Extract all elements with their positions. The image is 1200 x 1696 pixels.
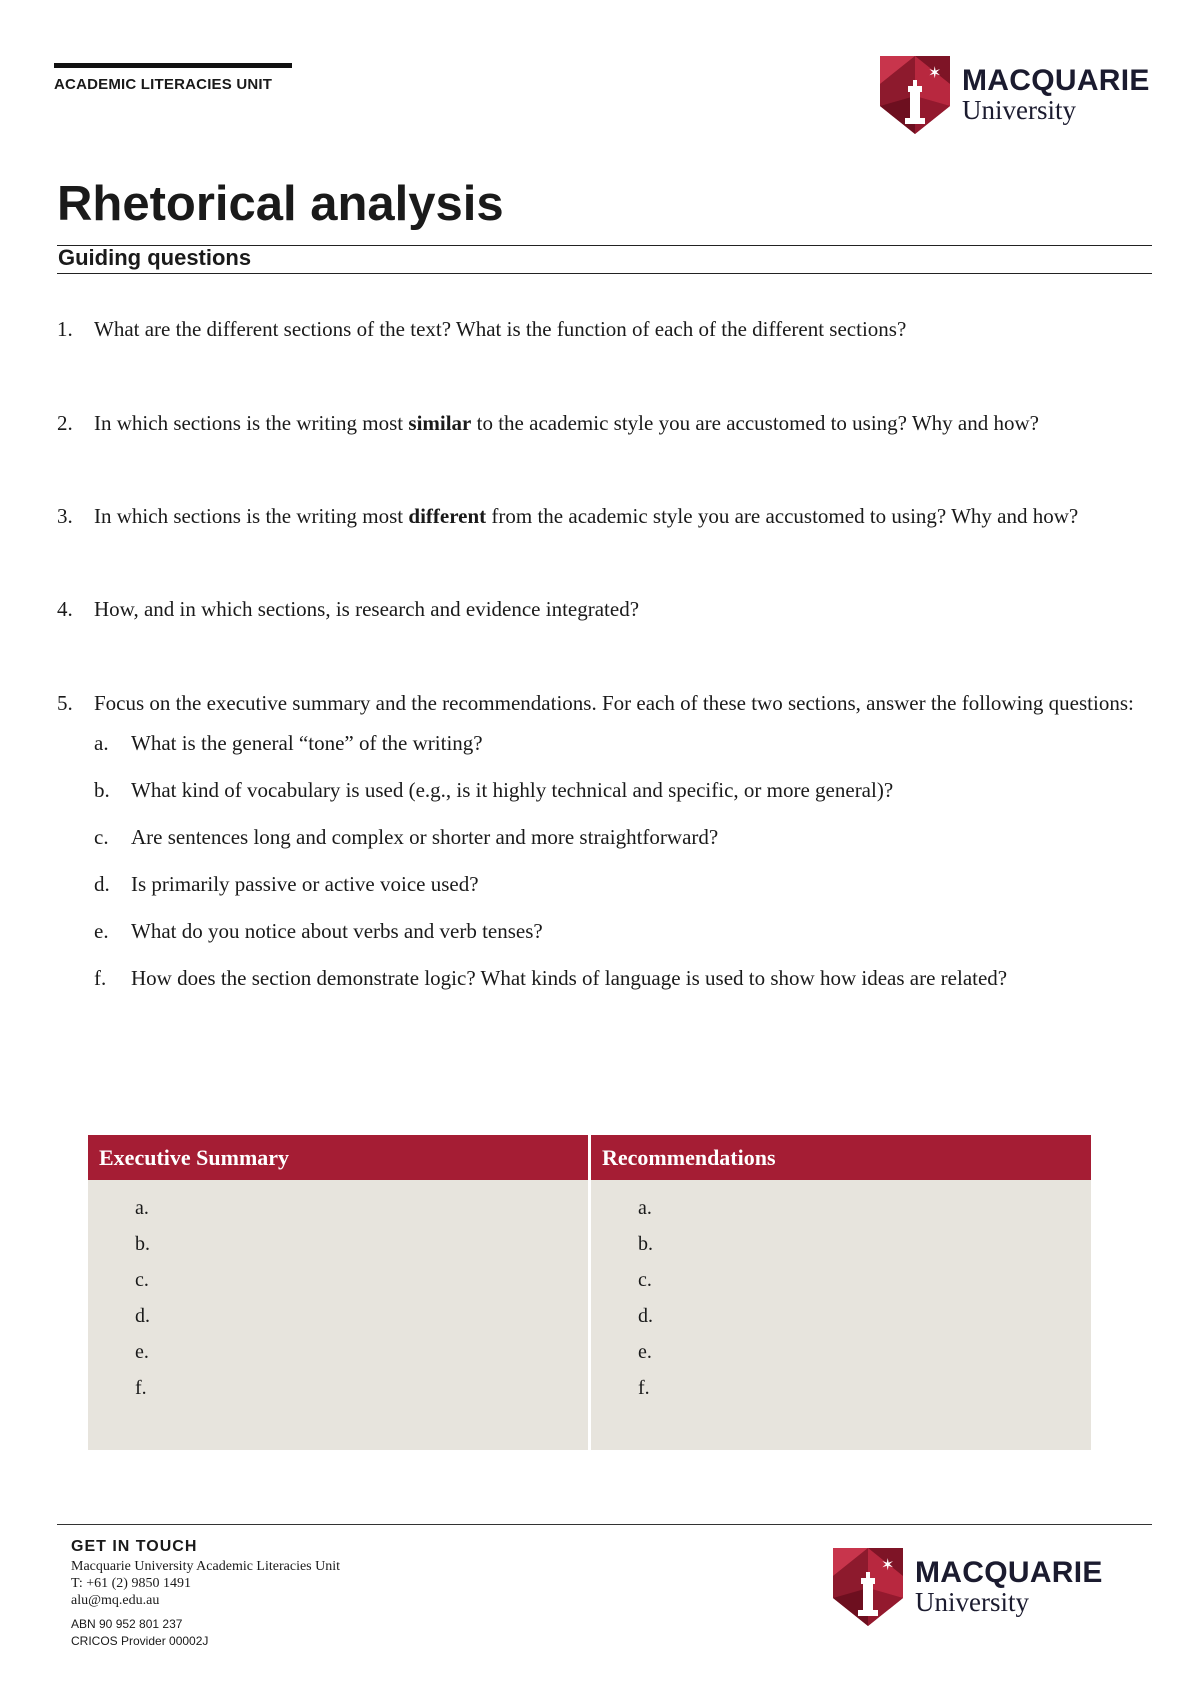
footer-abn: ABN 90 952 801 237	[71, 1617, 183, 1631]
column-list	[591, 1180, 1091, 1410]
recommendations-column	[591, 1135, 1091, 1450]
question-number: 2.	[57, 411, 73, 435]
question-text-after: from the academic style you are accustomed to using? Why and how?	[486, 504, 1079, 528]
page-subtitle: Guiding questions	[58, 245, 252, 270]
column-header: Executive Summary	[88, 1135, 588, 1180]
question-item	[57, 688, 1155, 993]
answer-item[interactable]: c.	[638, 1269, 652, 1291]
footer-email[interactable]: alu@mq.edu.au	[71, 1593, 160, 1608]
column-header: Recommendations	[591, 1135, 1091, 1180]
logo-sub: University	[962, 95, 1076, 125]
sub-question	[94, 728, 1155, 758]
question-item	[57, 314, 1155, 344]
footer-heading: GET IN TOUCH	[71, 1538, 198, 1555]
answer-item[interactable]: e.	[135, 1341, 149, 1363]
sub-question-letter: e.	[94, 919, 109, 943]
answer-item[interactable]: b.	[135, 1233, 150, 1255]
sub-question	[94, 916, 1155, 946]
question-emphasis: similar	[408, 411, 472, 435]
sub-question-text: How does the section demonstrate logic? What kinds of language is used to show how ideas are related?	[131, 966, 1008, 990]
executive-summary-column	[88, 1135, 588, 1450]
sub-question	[94, 775, 1155, 805]
sub-question-letter: f.	[94, 966, 107, 990]
svg-text:✶: ✶	[881, 1555, 895, 1574]
question-item	[57, 594, 1155, 624]
sub-question-text: Is primarily passive or active voice used?	[131, 872, 479, 896]
question-text: Focus on the executive summary and the recommendations. For each of these two sections, answer the following questions:	[94, 691, 1134, 715]
answer-item[interactable]: b.	[638, 1233, 653, 1255]
footer-rule	[57, 1524, 1152, 1525]
sub-question-list	[94, 728, 1155, 993]
question-number: 1.	[57, 317, 73, 341]
question-item	[57, 408, 1155, 438]
answer-item[interactable]: a.	[638, 1197, 652, 1219]
footer-cricos: CRICOS Provider 00002J	[71, 1634, 209, 1648]
sub-question	[94, 963, 1155, 993]
answer-item[interactable]: f.	[135, 1377, 147, 1399]
column-list	[88, 1180, 588, 1410]
question-emphasis: different	[408, 504, 487, 528]
question-text: How, and in which sections, is research and evidence integrated?	[94, 597, 640, 621]
answer-item[interactable]: c.	[135, 1269, 149, 1291]
answer-table	[88, 1135, 1091, 1450]
question-text-before: In which sections is the writing most	[94, 411, 409, 435]
question-item	[57, 501, 1155, 531]
sub-question-letter: c.	[94, 825, 109, 849]
sub-question-text: What is the general “tone” of the writing?	[131, 731, 483, 755]
unit-label: ACADEMIC LITERACIES UNIT	[54, 76, 273, 93]
answer-item[interactable]: d.	[135, 1305, 150, 1327]
answer-item[interactable]: e.	[638, 1341, 652, 1363]
question-number: 4.	[57, 597, 73, 621]
question-text: What are the different sections of the text? What is the function of each of the different sections?	[94, 317, 907, 341]
footer-unit: Macquarie University Academic Literacies Unit	[71, 1559, 341, 1574]
footer-phone: T: +61 (2) 9850 1491	[71, 1576, 191, 1591]
question-text-after: to the academic style you are accustomed to using? Why and how?	[471, 411, 1039, 435]
answer-item[interactable]: a.	[135, 1197, 149, 1219]
question-list	[57, 314, 1155, 1010]
sub-question	[94, 822, 1155, 852]
sub-question-letter: b.	[94, 778, 110, 802]
sub-question-text: What kind of vocabulary is used (e.g., is it highly technical and specific, or more general)?	[131, 778, 894, 802]
page-title: Rhetorical analysis	[57, 177, 504, 231]
question-text-before: In which sections is the writing most	[94, 504, 409, 528]
question-number: 5.	[57, 691, 73, 715]
macquarie-logo	[880, 56, 1150, 134]
lighthouse-shield-icon	[833, 1548, 903, 1626]
subtitle-rule	[57, 273, 1152, 274]
header-bar	[54, 63, 292, 68]
sub-question	[94, 869, 1155, 899]
answer-item[interactable]: f.	[638, 1377, 650, 1399]
sub-question-text: What do you notice about verbs and verb tenses?	[131, 919, 543, 943]
sub-question-letter: d.	[94, 872, 110, 896]
lighthouse-shield-icon	[880, 56, 950, 134]
footer-macquarie-logo	[833, 1548, 1103, 1626]
answer-item[interactable]: d.	[638, 1305, 653, 1327]
logo-name: MACQUARIE	[915, 1556, 1103, 1589]
logo-name: MACQUARIE	[962, 64, 1150, 97]
logo-sub: University	[915, 1587, 1029, 1617]
sub-question-text: Are sentences long and complex or shorter and more straightforward?	[131, 825, 719, 849]
question-number: 3.	[57, 504, 73, 528]
sub-question-letter: a.	[94, 731, 109, 755]
svg-text:✶: ✶	[928, 63, 942, 82]
